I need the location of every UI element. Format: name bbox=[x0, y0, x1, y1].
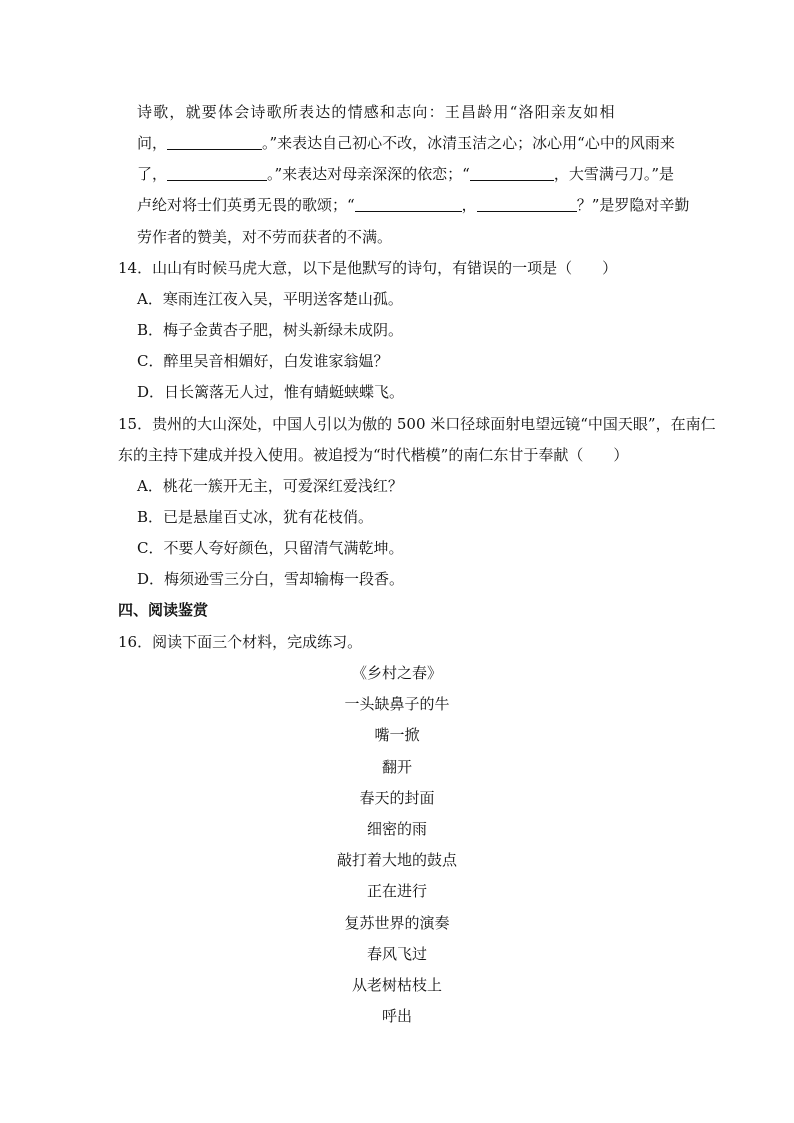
question-15-stem-line-1: 15．贵州的大山深处，中国人引以为傲的 500 米口径球面射电望远镜“中国天眼”，在南仁 bbox=[118, 415, 716, 433]
paragraph-text: 劳作者的赞美，对不劳而获者的不满。 bbox=[137, 228, 393, 246]
poem-line: 春天的封面 bbox=[359, 789, 435, 807]
poem-line: 敲打着大地的鼓点 bbox=[336, 851, 457, 869]
poem-line: 春风飞过 bbox=[366, 945, 427, 963]
paragraph-text: ，大雪满弓刀。”是 bbox=[553, 165, 675, 183]
fill-blank-5[interactable] bbox=[477, 196, 577, 212]
paragraph-text: 。”来表达自己初心不改，冰清玉洁之心；冰心用“心中的风雨来 bbox=[262, 134, 675, 152]
fill-blank-1[interactable] bbox=[167, 134, 262, 150]
poem-line: 呼出 bbox=[381, 1007, 412, 1025]
paragraph-line-2 bbox=[137, 133, 675, 153]
paragraph-text: 诗歌，就要体会诗歌所表达的情感和志向：王昌龄用“洛阳亲友如相 bbox=[137, 103, 616, 121]
paragraph-text: 了， bbox=[137, 165, 168, 183]
paragraph-text: 问， bbox=[137, 134, 168, 152]
question-14-stem: 14．山山有时候马虎大意，以下是他默写的诗句，有错误的一项是（ ） bbox=[118, 259, 618, 277]
paragraph-text: 卢纶对将士们英勇无畏的歌颂；“ bbox=[137, 196, 355, 214]
question-14-option-c[interactable]: C．醉里吴音相媚好，白发谁家翁媪？ bbox=[137, 352, 389, 370]
fill-blank-3[interactable] bbox=[470, 165, 554, 181]
question-14-option-d[interactable]: D．日长篱落无人过，惟有蜻蜓蛱蝶飞。 bbox=[137, 383, 405, 401]
question-15-stem-line-2: 东的主持下建成并投入使用。被追授为“时代楷模”的南仁东甘于奉献（ ） bbox=[118, 446, 629, 464]
question-15-option-d[interactable]: D．梅须逊雪三分白，雪却输梅一段香。 bbox=[137, 570, 405, 588]
paragraph-text: 。”来表达对母亲深深的依恋；“ bbox=[267, 165, 470, 183]
poem-line: 复苏世界的演奏 bbox=[344, 914, 450, 932]
question-15-option-b[interactable]: B．已是悬崖百丈冰，犹有花枝俏。 bbox=[137, 508, 374, 526]
question-14-option-b[interactable]: B．梅子金黄杏子肥，树头新绿未成阴。 bbox=[137, 321, 404, 339]
question-15-option-c[interactable]: C．不要人夸好颜色，只留清气满乾坤。 bbox=[137, 539, 404, 557]
poem-line: 正在进行 bbox=[366, 882, 427, 900]
question-15-option-a[interactable]: A．桃花一簇开无主，可爱深红爱浅红？ bbox=[137, 477, 403, 495]
poem-line: 一头缺鼻子的牛 bbox=[344, 695, 450, 713]
fill-blank-4[interactable] bbox=[355, 196, 462, 212]
paragraph-text: ， bbox=[461, 196, 477, 214]
question-16-stem: 16．阅读下面三个材料，完成练习。 bbox=[118, 633, 363, 651]
poem-line: 翻开 bbox=[381, 758, 412, 776]
section-heading: 四、阅读鉴赏 bbox=[118, 601, 209, 619]
paragraph-line-1 bbox=[137, 102, 616, 122]
paragraph-line-5 bbox=[137, 227, 392, 247]
fill-blank-2[interactable] bbox=[167, 165, 267, 181]
paragraph-line-4 bbox=[137, 195, 689, 215]
poem-line: 细密的雨 bbox=[366, 820, 427, 838]
paragraph-line-3 bbox=[137, 164, 674, 184]
paragraph-text: ？”是罗隐对辛勤 bbox=[576, 196, 690, 214]
poem-line: 从老树枯枝上 bbox=[351, 976, 442, 994]
question-14-option-a[interactable]: A．寒雨连江夜入吴，平明送客楚山孤。 bbox=[137, 290, 403, 308]
poem-title: 《乡村之春》 bbox=[351, 664, 442, 682]
poem-line: 嘴一掀 bbox=[374, 726, 420, 744]
